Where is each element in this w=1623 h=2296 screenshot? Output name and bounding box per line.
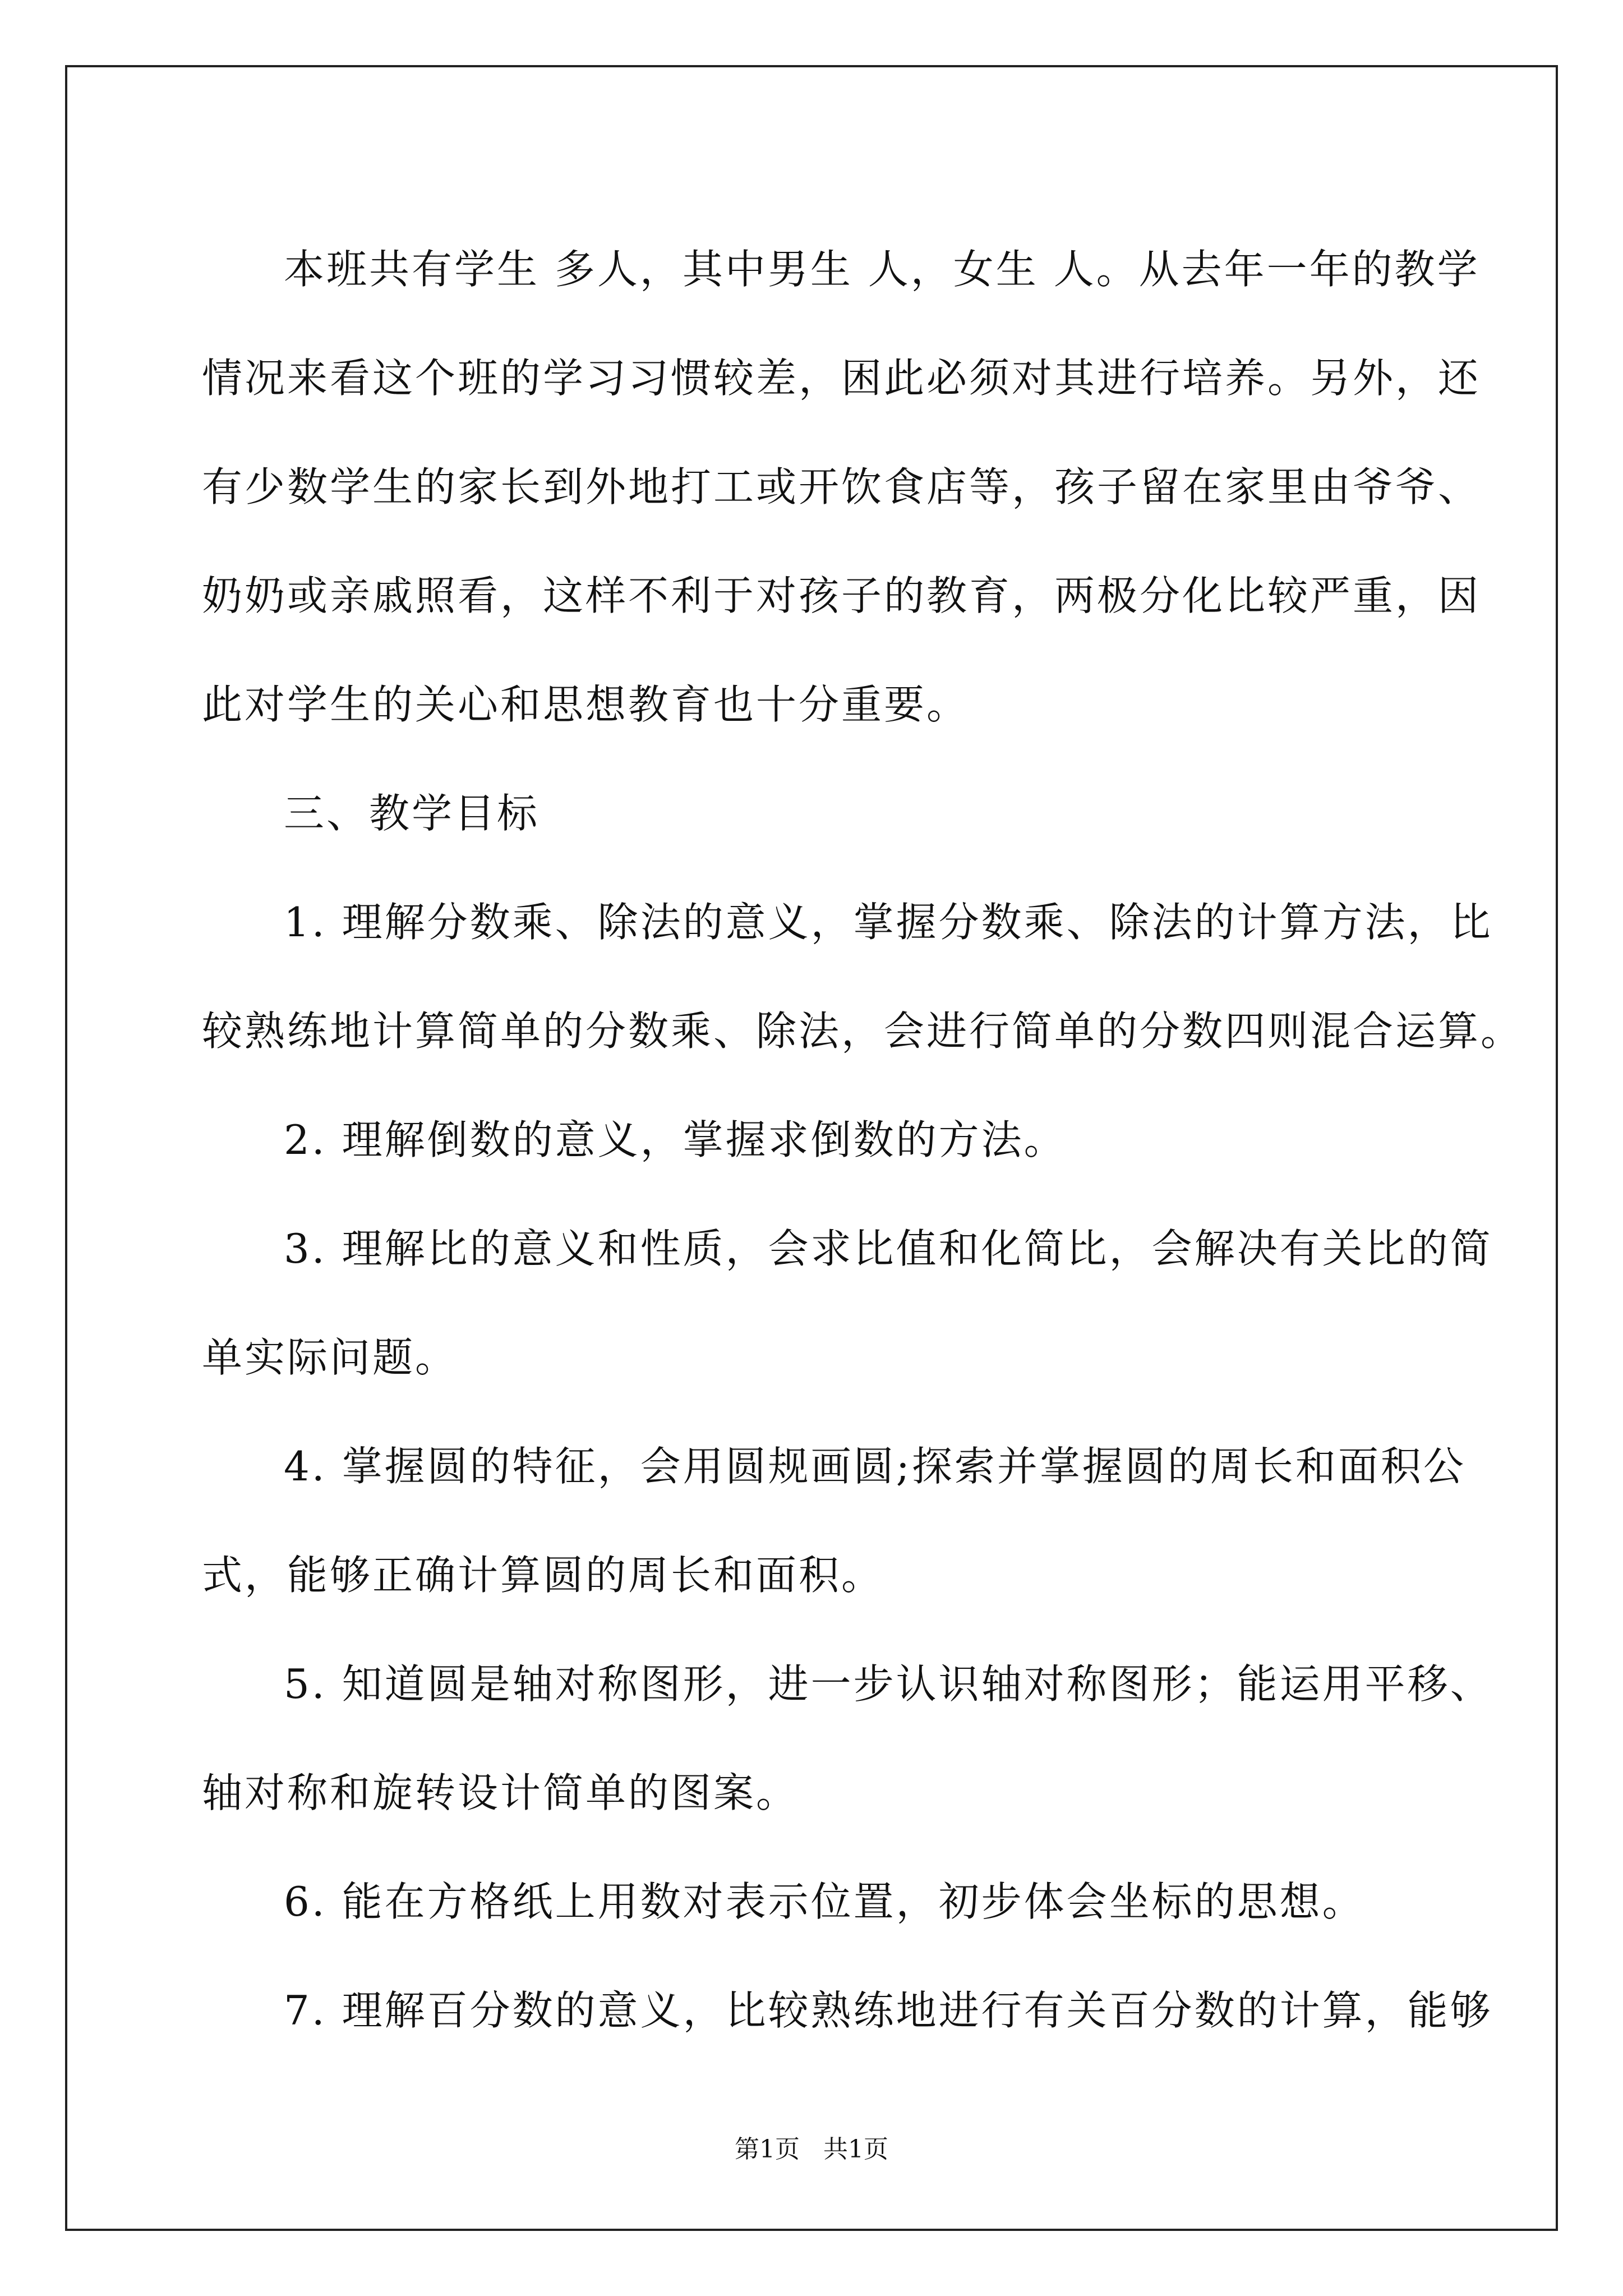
goal-item-3 [202, 1194, 1493, 1412]
text-line: 有少数学生的家长到外地打工或开饮食店等，孩子留在家里由爷爷、 [202, 463, 1481, 510]
text-line: 4. 掌握圆的特征，会用圆规画圆;探索并掌握圆的周长和面积公 [284, 1443, 1466, 1490]
text-line: 1. 理解分数乘、除法的意义，掌握分数乘、除法的计算方法，比 [284, 899, 1493, 946]
goal-item-6 [202, 1847, 1453, 1956]
page-footer [0, 2129, 1623, 2165]
section-heading-teaching-goals [202, 759, 1453, 868]
goal-item-5 [202, 1630, 1493, 1847]
text-line: 7. 理解百分数的意义，比较熟练地进行有关百分数的计算，能够 [284, 1987, 1493, 2034]
text-line: 3. 理解比的意义和性质，会求比值和化简比，会解决有关比的简 [284, 1225, 1493, 1272]
text-line: 较熟练地计算简单的分数乘、除法，会进行简单的分数四则混合运算。 [202, 1007, 1524, 1055]
text-line: 5. 知道圆是轴对称图形，进一步认识轴对称图形；能运用平移、 [284, 1660, 1493, 1708]
goal-item-1 [202, 868, 1524, 1085]
document-body [202, 215, 1524, 2065]
text-line: 情况来看这个班的学习习惯较差，困此必须对其进行培养。另外，还 [202, 355, 1481, 402]
text-line: 式，能够正确计算圆的周长和面积。 [202, 1552, 884, 1599]
text-line: 此对学生的关心和思想教育也十分重要。 [202, 681, 970, 728]
goal-item-4 [202, 1412, 1466, 1630]
text-line: 奶奶或亲戚照看，这样不利于对孩子的教育，两极分化比较严重，因 [202, 572, 1481, 619]
text-line: 6. 能在方格纸上用数对表示位置，初步体会坐标的思想。 [284, 1878, 1365, 1925]
goal-item-2 [202, 1085, 1453, 1194]
goal-item-7 [202, 1956, 1493, 2065]
paragraph-class-situation [202, 215, 1481, 759]
text-line: 轴对称和旋转设计简单的图案。 [202, 1769, 799, 1816]
text-line: 单实际问题。 [202, 1334, 458, 1381]
text-line: 本班共有学生 多人，其中男生 人，女生 人。从去年一年的教学 [284, 246, 1480, 293]
text-line: 2. 理解倒数的意义，掌握求倒数的方法。 [284, 1116, 1067, 1163]
page-number: 第1页 共1页 [735, 2135, 888, 2164]
text-line: 三、教学目标 [284, 790, 540, 837]
